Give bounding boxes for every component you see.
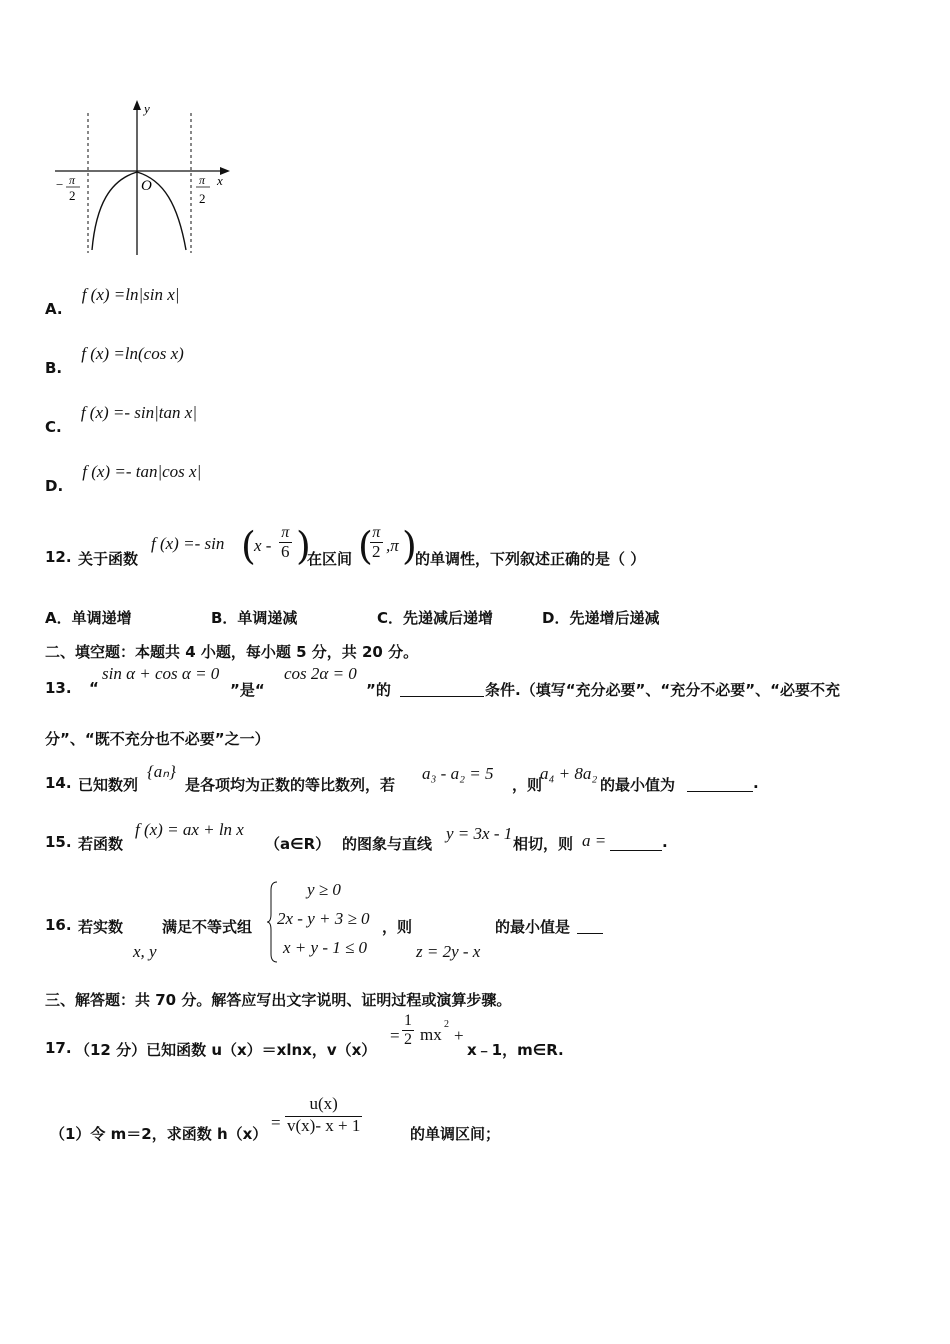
- left-tick-sign: −: [56, 177, 64, 192]
- right-tick-num: π: [199, 173, 206, 187]
- function-graph: [50, 95, 240, 260]
- origin-label: O: [141, 178, 152, 194]
- left-tick-num: π: [69, 173, 76, 187]
- question-13-line2: 分”、“既不充分也不必要”之一）: [45, 730, 270, 748]
- left-tick-den: 2: [69, 188, 76, 203]
- option-d: D. f (x) =- tan|cos x|: [45, 462, 202, 495]
- option-c: C. f (x) =- sin|tan x|: [45, 403, 197, 436]
- x-label: x: [217, 173, 223, 188]
- y-label: y: [144, 101, 150, 116]
- option-a: A. f (x) =ln|sin x|: [45, 285, 180, 318]
- right-tick-den: 2: [199, 191, 206, 206]
- section-3-heading: 三、解答题：共 70 分。解答应写出文字说明、证明过程或演算步骤。: [45, 991, 512, 1009]
- y-axis-arrow: [133, 100, 141, 110]
- curve: [92, 172, 186, 250]
- option-b: B. f (x) =ln(cos x): [45, 344, 184, 377]
- section-2-heading: 二、填空题：本题共 4 小题，每小题 5 分，共 20 分。: [45, 643, 419, 661]
